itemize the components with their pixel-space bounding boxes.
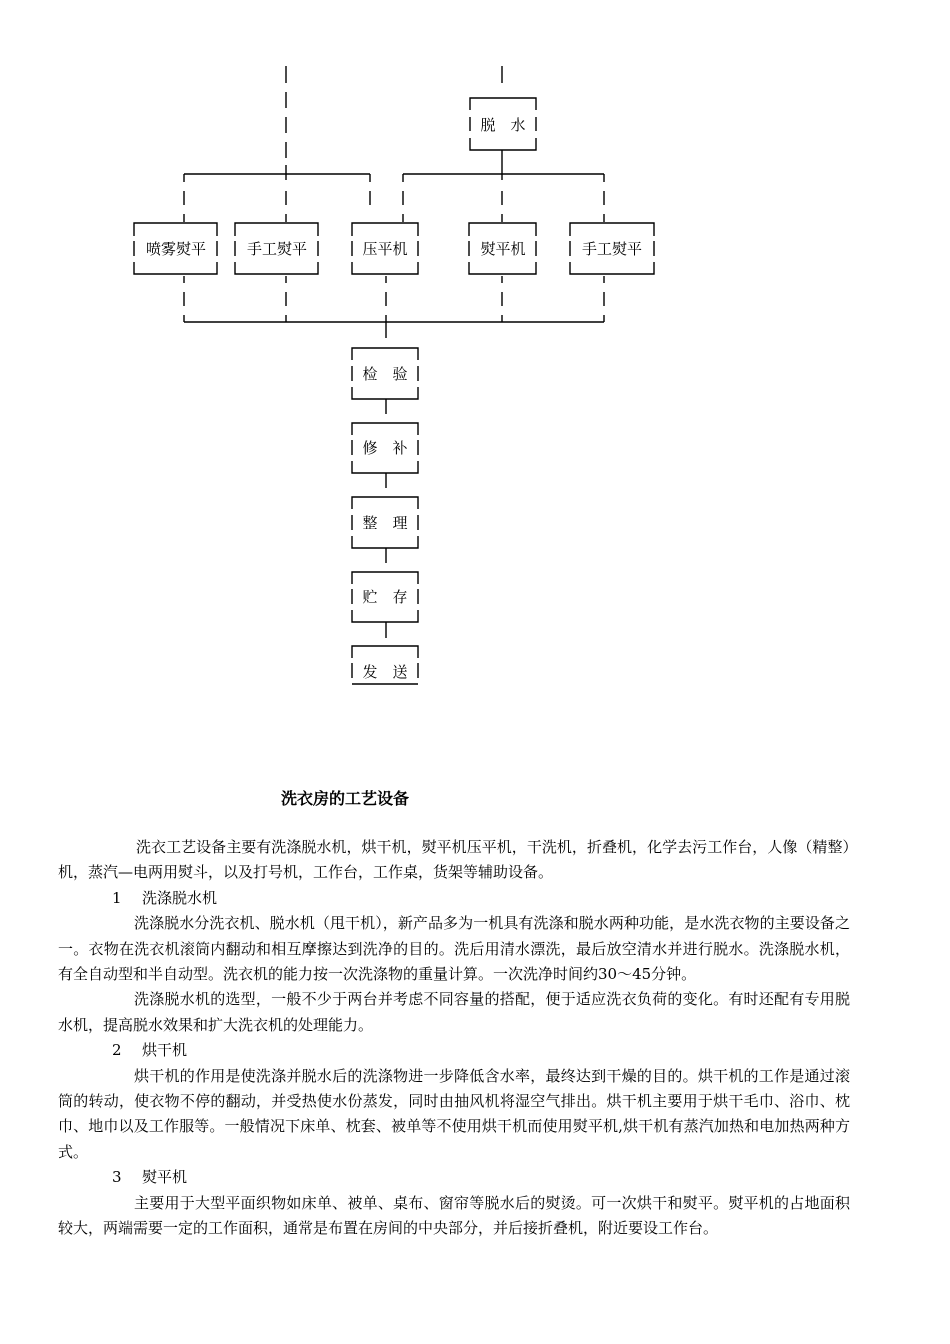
section-heading (58, 1038, 850, 1063)
node-ironer: 熨平机 (480, 240, 526, 258)
section-paragraph: 主要用于大型平面织物如床单、被单、桌布、窗帘等脱水后的熨烫。可一次烘干和熨平。熨平机的占地面积较大，两端需要一定的工作面积，通常是布置在房间的中央部分，并后接折叠机，附近要设工作台。 (58, 1193, 850, 1238)
node-repair: 修 补 (362, 439, 408, 457)
document-body (58, 835, 850, 1242)
node-press: 压平机 (362, 240, 408, 258)
node-inspect: 检 验 (362, 365, 408, 383)
section-number: 1 (112, 888, 122, 907)
section-title: 熨平机 (142, 1168, 188, 1187)
section-paragraph: 洗涤脱水分洗衣机、脱水机（甩干机），新产品多为一机具有洗涤和脱水两种功能，是水洗衣物的主要设备之一。衣物在洗衣机滚筒内翻动和相互摩擦达到洗净的目的。洗后用清水漂洗，最后放空清水并进行脱水。洗涤脱水机，有全自动型和半自动型。洗衣机的能力按一次洗涤物的重量计算。一次洗净时间约30～45分钟。 (58, 914, 850, 984)
node-store: 贮 存 (362, 588, 408, 606)
intro-paragraph: 洗衣工艺设备主要有洗涤脱水机，烘干机，熨平机压平机，干洗机，折叠机，化学去污工作台，人像（精整）机，蒸汽—电两用熨斗，以及打号机，工作台，工作桌，货架等辅助设备。 (58, 838, 850, 882)
node-hand-iron-1: 手工熨平 (246, 240, 308, 258)
node-hand-iron-2: 手工熨平 (581, 240, 643, 258)
section-number: 3 (112, 1168, 122, 1187)
node-dewater: 脱 水 (480, 116, 526, 134)
node-arrange: 整 理 (362, 514, 408, 532)
node-spray-iron: 喷雾熨平 (145, 240, 207, 258)
document-title: 洗衣房的工艺设备 (280, 789, 409, 808)
section-paragraph: 洗涤脱水机的选型，一般不少于两台并考虑不同容量的搭配，便于适应洗衣负荷的变化。有时还配有专用脱水机，提高脱水效果和扩大洗衣机的处理能力。 (58, 990, 850, 1034)
section-title: 烘干机 (142, 1041, 188, 1060)
section-number: 2 (112, 1041, 122, 1060)
section-heading (58, 1165, 850, 1190)
section-heading (58, 886, 850, 911)
section-title: 洗涤脱水机 (142, 888, 218, 907)
section-paragraph: 烘干机的作用是使洗涤并脱水后的洗涤物进一步降低含水率，最终达到干燥的目的。烘干机的工作是通过滚筒的转动，使衣物不停的翻动，并受热使水份蒸发，同时由抽风机将湿空气排出。烘干机主要用于烘干毛巾、浴巾、枕巾、地巾以及工作服等。一般情况下床单、枕套、被单等不使用烘干机而使用熨平机,烘干机有蒸汽加热和电加热两种方式。 (58, 1066, 850, 1161)
node-dispatch: 发 送 (362, 663, 408, 681)
